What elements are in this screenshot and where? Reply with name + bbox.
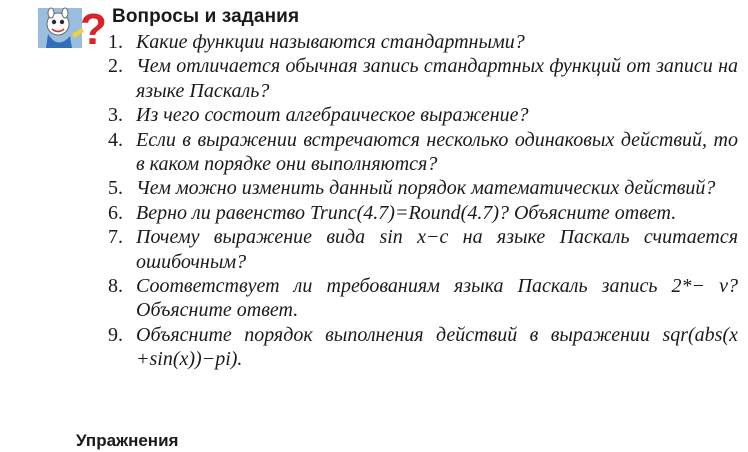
question-number: 4.	[108, 128, 123, 151]
question-text: Чем можно изменить данный порядок математических действий?	[136, 177, 716, 200]
questions-list	[108, 30, 738, 372]
question-item	[108, 103, 738, 127]
question-number: 7.	[108, 226, 123, 249]
question-text: Какие функции называются стандартными?	[136, 31, 525, 53]
question-item	[108, 225, 738, 274]
question-item	[108, 323, 738, 372]
question-text: Объясните порядок выполнения действий в выражении sqr(abs(x +sin(x))−pi).	[136, 323, 738, 371]
question-number: 2.	[108, 55, 123, 78]
question-text: Из чего состоит алгебраическое выражение?	[136, 104, 529, 127]
question-text: Если в выражении встречаются несколько одинаковых действий, то в каком порядке они выполняются?	[136, 128, 738, 176]
question-number: 6.	[108, 201, 123, 224]
section-heading: Вопросы и задания	[112, 6, 300, 27]
question-number: 8.	[108, 275, 123, 298]
question-number: 5.	[108, 177, 123, 200]
question-text: Соответствует ли требованиям языка Паскаль запись 2*− v? Объясните ответ.	[136, 275, 738, 322]
question-item	[108, 201, 738, 225]
question-item	[108, 176, 738, 200]
question-text: Почему выражение вида sin x−c на языке Паскаль считается ошибочным?	[136, 226, 738, 273]
question-item	[108, 54, 738, 103]
question-item	[108, 274, 738, 323]
question-text: Верно ли равенство Trunc(4.7)=Round(4.7)? Объясните ответ.	[136, 201, 677, 224]
question-number: 3.	[108, 104, 123, 127]
next-section-heading: Упражнения	[76, 431, 179, 450]
question-text: Чем отличается обычная запись стандартных функций от записи на языке Паскаль?	[136, 55, 738, 102]
question-number: 9.	[108, 323, 123, 346]
question-item	[108, 128, 738, 177]
question-mark-mascot-icon	[38, 4, 106, 50]
svg-text:?: ?	[80, 5, 106, 50]
question-item	[108, 30, 738, 54]
question-number: 1.	[108, 31, 123, 53]
